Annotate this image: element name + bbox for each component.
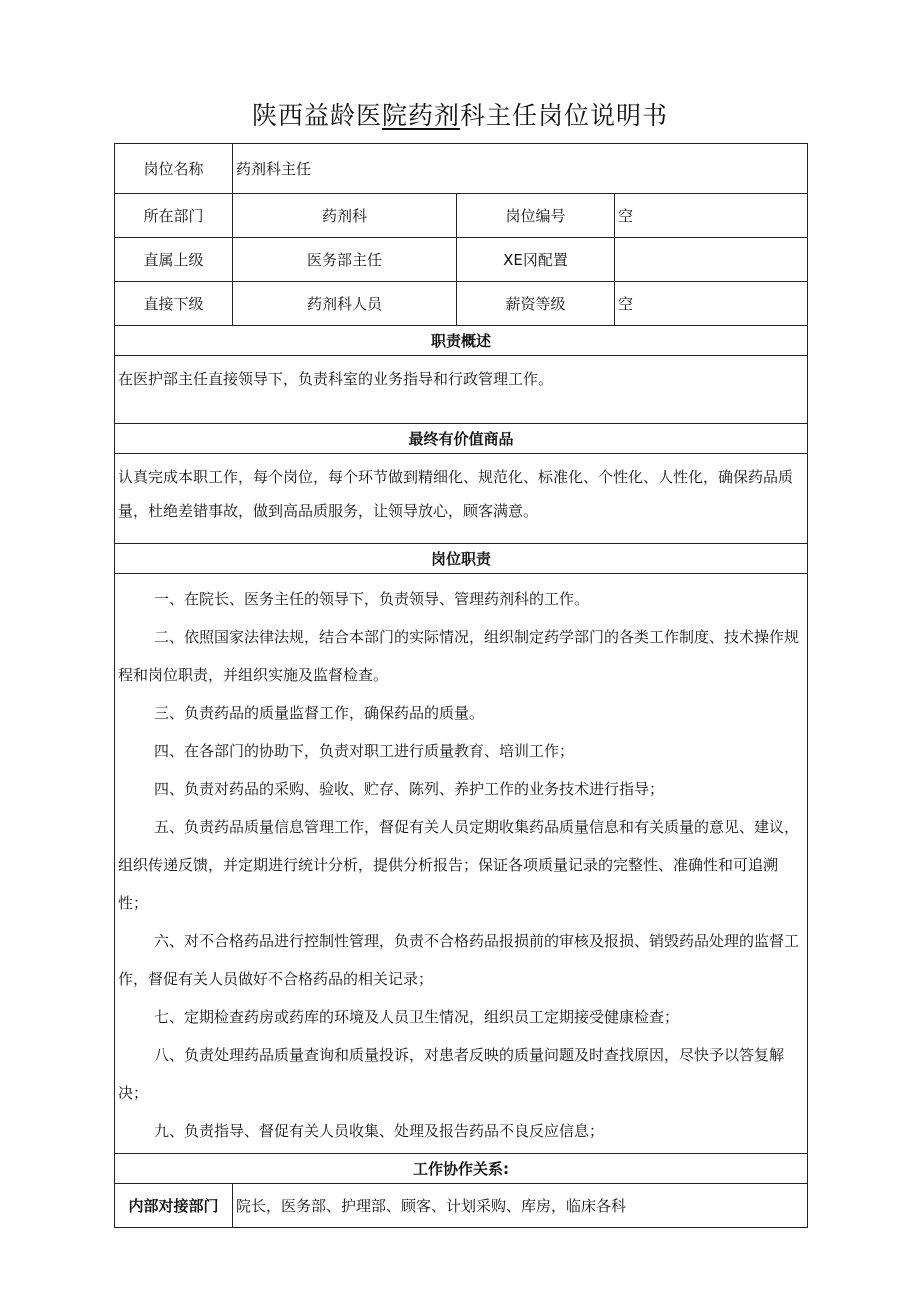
cooperation-heading: 工作协作关系:	[115, 1154, 808, 1184]
department-label: 所在部门	[115, 194, 233, 238]
row-department	[115, 194, 808, 238]
duty-item: 六、对不合格药品进行控制性管理，负责不合格药品报损前的审核及报损、销毁药品处理的监督工作，督促有关人员做好不合格药品的相关记录；	[118, 932, 800, 988]
department-value: 药剂科	[233, 194, 457, 238]
summary-heading: 职责概述	[115, 326, 808, 356]
title-part-1: 陕西益龄医	[251, 101, 382, 130]
subordinate-label: 直接下级	[115, 282, 233, 326]
subordinate-value: 药剂科人员	[233, 282, 457, 326]
duty-item: 四、负责对药品的采购、验收、贮存、陈列、养护工作的业务技术进行指导；	[154, 780, 665, 798]
salary-grade-value: 空	[615, 282, 808, 326]
position-name-label: 岗位名称	[115, 144, 233, 194]
position-number-label: 岗位编号	[457, 194, 615, 238]
duty-item: 七、定期检查药房或药库的环境及人员卫生情况，组织员工定期接受健康检查；	[154, 1008, 680, 1026]
salary-grade-label: 薪资等级	[457, 282, 615, 326]
duty-item: 三、负责药品的质量监督工作，确保药品的质量。	[154, 704, 485, 722]
superior-value: 医务部主任	[233, 238, 457, 282]
internal-departments-value: 院长，医务部、护理部、顾客、计划采购、库房，临床各科	[233, 1184, 808, 1228]
row-final-product-heading	[115, 424, 808, 454]
title-part-2: 院药剂	[381, 101, 460, 130]
final-product-heading: 最终有价值商品	[115, 424, 808, 454]
row-summary-heading	[115, 326, 808, 356]
row-superior	[115, 238, 808, 282]
final-product-text: 认真完成本职工作，每个岗位，每个环节做到精细化、规范化、标准化、个性化、人性化，确保药品质量，杜绝差错事故，做到高品质服务，让领导放心，顾客满意。	[118, 468, 794, 520]
internal-departments-label: 内部对接部门	[115, 1184, 233, 1228]
summary-text: 在医护部主任直接领导下，负责科室的业务指导和行政管理工作。	[118, 370, 554, 388]
position-name-value: 药剂科主任	[233, 144, 808, 194]
row-duties-list	[115, 574, 808, 1154]
job-description-table	[114, 143, 808, 1228]
row-cooperation-heading	[115, 1154, 808, 1184]
duty-item: 四、在各部门的协助下，负责对职工进行质量教育、培训工作；	[154, 742, 575, 760]
duty-item: 一、在院长、医务主任的领导下，负责领导、管理药剂科的工作。	[154, 590, 590, 608]
title-part-3: 科主任岗位说明书	[460, 101, 669, 130]
duty-item: 五、负责药品质量信息管理工作，督促有关人员定期收集药品质量信息和有关质量的意见、建议，组织传递反馈，并定期进行统计分析，提供分析报告；保证各项质量记录的完整性、准确性和可追溯性；	[118, 818, 800, 912]
row-subordinate	[115, 282, 808, 326]
staffing-label: XE冈配置	[457, 238, 615, 282]
document-title	[0, 96, 920, 132]
row-internal-departments	[115, 1184, 808, 1228]
duty-item: 九、负责指导、督促有关人员收集、处理及报告药品不良反应信息；	[154, 1122, 605, 1140]
position-number-value: 空	[615, 194, 808, 238]
duty-item: 八、负责处理药品质量查询和质量投诉，对患者反映的质量问题及时查找原因，尽快予以答复解决；	[118, 1046, 785, 1102]
row-summary-text	[115, 356, 808, 424]
duties-list	[115, 574, 808, 1154]
row-position-name	[115, 144, 808, 194]
duties-heading: 岗位职责	[115, 544, 808, 574]
row-duties-heading	[115, 544, 808, 574]
staffing-value	[615, 238, 808, 282]
row-final-product-text	[115, 454, 808, 544]
duty-item: 二、依照国家法律法规，结合本部门的实际情况，组织制定药学部门的各类工作制度、技术操作规程和岗位职责，并组织实施及监督检查。	[118, 628, 800, 684]
superior-label: 直属上级	[115, 238, 233, 282]
